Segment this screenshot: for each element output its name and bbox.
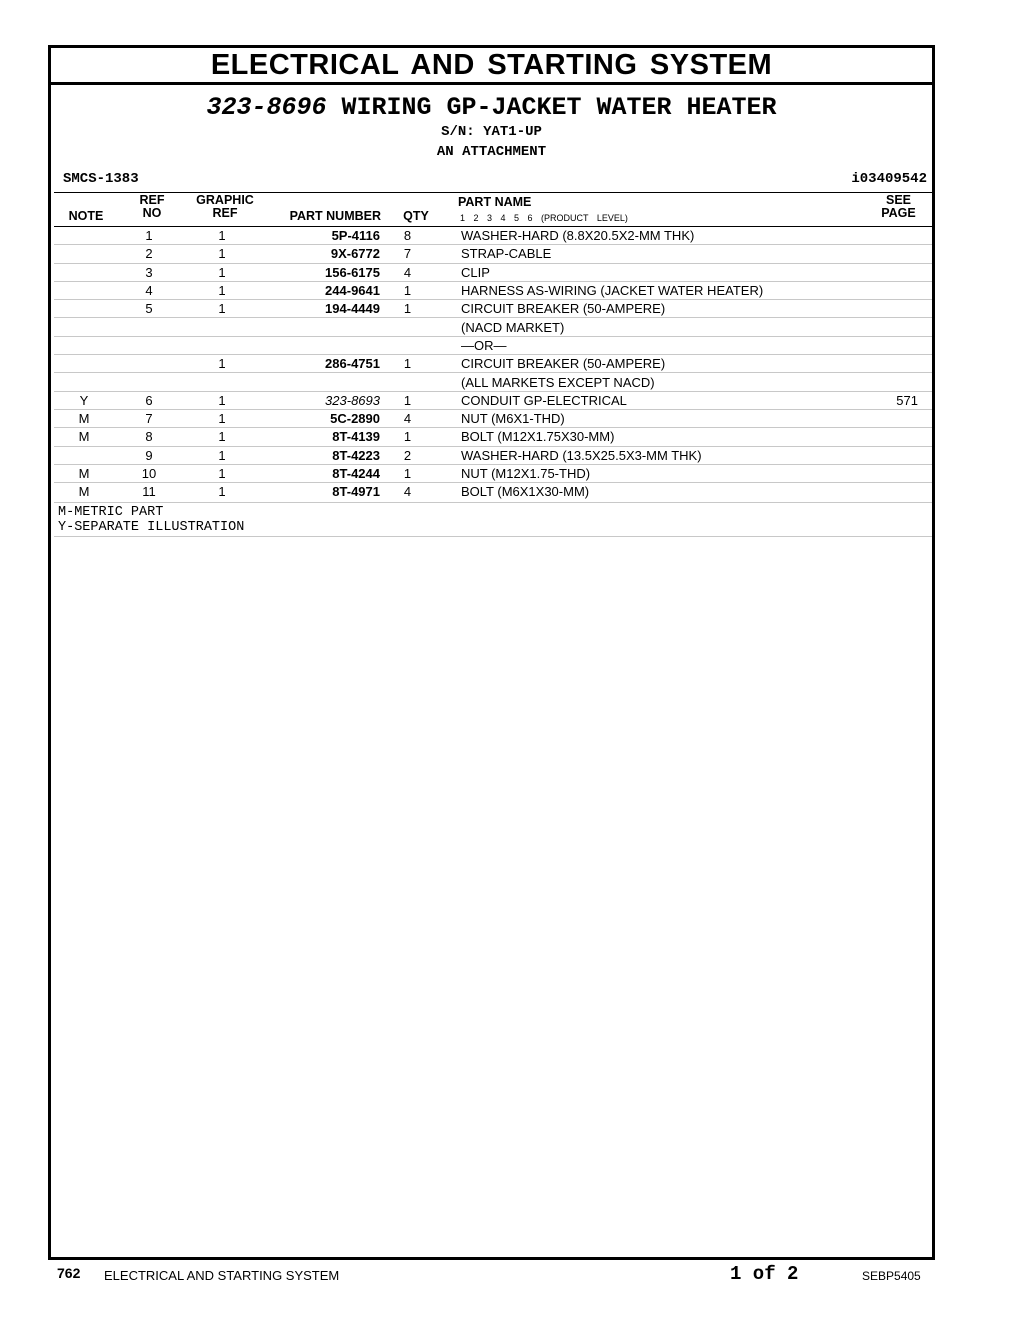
cell-see-page — [881, 227, 932, 245]
cell-part-number: 286-4751 — [260, 355, 380, 373]
col-header-graphic-bottom: REF — [212, 206, 238, 220]
cell-qty: 4 — [380, 483, 435, 501]
cell-qty: 1 — [380, 428, 435, 446]
cell-note: M — [54, 483, 114, 501]
col-header-see-page — [871, 194, 926, 220]
col-header-graphic — [191, 194, 259, 220]
cell-part-number: 9X-6772 — [260, 245, 380, 263]
cell-part-name: STRAP-CABLE — [435, 245, 881, 263]
table-row — [54, 300, 932, 318]
col-header-see-bottom: PAGE — [881, 206, 916, 220]
cell-qty: 2 — [380, 446, 435, 464]
col-header-part-name: PART NAME — [458, 195, 532, 209]
cell-graphic: 1 — [184, 355, 260, 373]
col-header-note: NOTE — [68, 209, 104, 223]
cell-see-page — [881, 373, 932, 391]
cell-part-name: WASHER-HARD (13.5X25.5X3-MM THK) — [435, 446, 881, 464]
col-header-qty: QTY — [403, 209, 429, 223]
cell-qty: 4 — [380, 263, 435, 281]
cell-graphic: 1 — [184, 428, 260, 446]
cell-ref: 4 — [114, 281, 184, 299]
cell-note — [54, 318, 114, 336]
col-header-ref-top: REF — [139, 193, 165, 207]
table-row — [54, 355, 932, 373]
cell-graphic: 1 — [184, 245, 260, 263]
cell-qty — [380, 373, 435, 391]
cell-graphic: 1 — [184, 464, 260, 482]
cell-qty: 1 — [380, 391, 435, 409]
table-row — [54, 336, 932, 354]
table-row — [54, 483, 932, 501]
cell-part-name: BOLT (M12X1.75X30-MM) — [435, 428, 881, 446]
cell-part-name: —OR— — [435, 336, 881, 354]
cell-graphic — [184, 336, 260, 354]
cell-see-page — [881, 428, 932, 446]
cell-note — [54, 245, 114, 263]
cell-see-page — [881, 446, 932, 464]
attachment-label: AN ATTACHMENT — [436, 144, 547, 160]
cell-graphic: 1 — [184, 409, 260, 427]
cell-see-page — [881, 336, 932, 354]
cell-part-number: 8T-4971 — [260, 483, 380, 501]
table-row — [54, 409, 932, 427]
cell-note — [54, 355, 114, 373]
cell-part-number: 194-4449 — [260, 300, 380, 318]
col-header-graphic-top: GRAPHIC — [196, 193, 254, 207]
cell-graphic: 1 — [184, 391, 260, 409]
product-level-legend: 1 2 3 4 5 6 (PRODUCT LEVEL) — [460, 213, 628, 223]
cell-qty: 1 — [380, 281, 435, 299]
illustration-id: i03409542 — [851, 171, 927, 187]
cell-graphic — [184, 373, 260, 391]
cell-see-page — [881, 318, 932, 336]
cell-note: M — [54, 409, 114, 427]
cell-part-name: (NACD MARKET) — [435, 318, 881, 336]
cell-qty — [380, 318, 435, 336]
cell-part-name: HARNESS AS-WIRING (JACKET WATER HEATER) — [435, 281, 881, 299]
cell-see-page — [881, 483, 932, 501]
cell-ref: 6 — [114, 391, 184, 409]
cell-graphic — [184, 318, 260, 336]
cell-note: M — [54, 428, 114, 446]
group-heading — [51, 94, 932, 122]
cell-ref: 7 — [114, 409, 184, 427]
cell-graphic: 1 — [184, 263, 260, 281]
table-row — [54, 464, 932, 482]
cell-qty — [380, 336, 435, 354]
cell-note — [54, 281, 114, 299]
cell-ref: 2 — [114, 245, 184, 263]
group-part-number: 323-8696 — [206, 93, 327, 122]
table-row — [54, 263, 932, 281]
cell-graphic: 1 — [184, 483, 260, 501]
table-row — [54, 281, 932, 299]
cell-see-page — [881, 355, 932, 373]
cell-note — [54, 446, 114, 464]
cell-graphic: 1 — [184, 227, 260, 245]
cell-see-page: 571 — [881, 391, 932, 409]
cell-graphic: 1 — [184, 281, 260, 299]
cell-ref: 1 — [114, 227, 184, 245]
header-divider — [54, 192, 932, 193]
cell-part-name: NUT (M12X1.75-THD) — [435, 464, 881, 482]
cell-part-name: (ALL MARKETS EXCEPT NACD) — [435, 373, 881, 391]
cell-see-page — [881, 464, 932, 482]
cell-qty: 8 — [380, 227, 435, 245]
cell-ref: 9 — [114, 446, 184, 464]
cell-qty: 1 — [380, 355, 435, 373]
col-header-ref — [131, 194, 173, 220]
cell-ref: 10 — [114, 464, 184, 482]
cell-part-name: BOLT (M6X1X30-MM) — [435, 483, 881, 501]
table-row — [54, 245, 932, 263]
cell-see-page — [881, 300, 932, 318]
table-row — [54, 446, 932, 464]
table-row — [54, 373, 932, 391]
page-frame — [48, 45, 935, 1260]
cell-part-number: 5C-2890 — [260, 409, 380, 427]
cell-qty: 4 — [380, 409, 435, 427]
page-number: 762 — [57, 1265, 81, 1281]
cell-graphic: 1 — [184, 300, 260, 318]
cell-part-number: 323-8693 — [260, 391, 380, 409]
cell-qty: 1 — [380, 464, 435, 482]
cell-ref — [114, 373, 184, 391]
cell-ref — [114, 355, 184, 373]
cell-part-number: 5P-4116 — [260, 227, 380, 245]
page-of: 1 of 2 — [730, 1263, 799, 1285]
col-header-see-top: SEE — [885, 193, 911, 207]
cell-part-name: WASHER-HARD (8.8X20.5X2-MM THK) — [435, 227, 881, 245]
parts-table-body — [54, 227, 932, 501]
cell-part-number: 8T-4223 — [260, 446, 380, 464]
cell-part-number: 8T-4244 — [260, 464, 380, 482]
cell-part-name: NUT (M6X1-THD) — [435, 409, 881, 427]
notes-block — [54, 502, 932, 537]
page-title: ELECTRICAL AND STARTING SYSTEM — [210, 49, 773, 81]
cell-part-number: 244-9641 — [260, 281, 380, 299]
cell-part-number: 156-6175 — [260, 263, 380, 281]
parts-table — [54, 226, 932, 500]
cell-see-page — [881, 245, 932, 263]
footer-section: ELECTRICAL AND STARTING SYSTEM — [104, 1268, 340, 1283]
cell-note — [54, 263, 114, 281]
cell-part-name: CONDUIT GP-ELECTRICAL — [435, 391, 881, 409]
table-row — [54, 428, 932, 446]
col-header-part-number: PART NUMBER — [289, 209, 381, 223]
cell-part-name: CIRCUIT BREAKER (50-AMPERE) — [435, 355, 881, 373]
cell-note: M — [54, 464, 114, 482]
cell-part-name: CIRCUIT BREAKER (50-AMPERE) — [435, 300, 881, 318]
cell-graphic: 1 — [184, 446, 260, 464]
serial-number: S/N: YAT1-UP — [441, 124, 542, 140]
table-row — [54, 391, 932, 409]
note-metric: M-METRIC PART — [58, 505, 164, 520]
smcs-code: SMCS-1383 — [63, 171, 139, 187]
cell-see-page — [881, 263, 932, 281]
cell-ref: 3 — [114, 263, 184, 281]
cell-part-number — [260, 318, 380, 336]
table-row — [54, 318, 932, 336]
cell-ref: 5 — [114, 300, 184, 318]
cell-qty: 7 — [380, 245, 435, 263]
cell-ref: 8 — [114, 428, 184, 446]
cell-ref: 11 — [114, 483, 184, 501]
cell-see-page — [881, 281, 932, 299]
note-separate: Y-SEPARATE ILLUSTRATION — [58, 520, 245, 535]
cell-part-number — [260, 336, 380, 354]
cell-note — [54, 300, 114, 318]
cell-see-page — [881, 409, 932, 427]
cell-note: Y — [54, 391, 114, 409]
group-name: WIRING GP-JACKET WATER HEATER — [341, 93, 777, 122]
cell-part-number: 8T-4139 — [260, 428, 380, 446]
cell-note — [54, 227, 114, 245]
cell-qty: 1 — [380, 300, 435, 318]
document-number: SEBP5405 — [862, 1269, 921, 1283]
table-row — [54, 227, 932, 245]
title-band — [51, 48, 932, 85]
col-header-ref-bottom: NO — [142, 206, 162, 220]
cell-part-number — [260, 373, 380, 391]
cell-ref — [114, 336, 184, 354]
cell-ref — [114, 318, 184, 336]
cell-note — [54, 373, 114, 391]
cell-part-name: CLIP — [435, 263, 881, 281]
cell-note — [54, 336, 114, 354]
